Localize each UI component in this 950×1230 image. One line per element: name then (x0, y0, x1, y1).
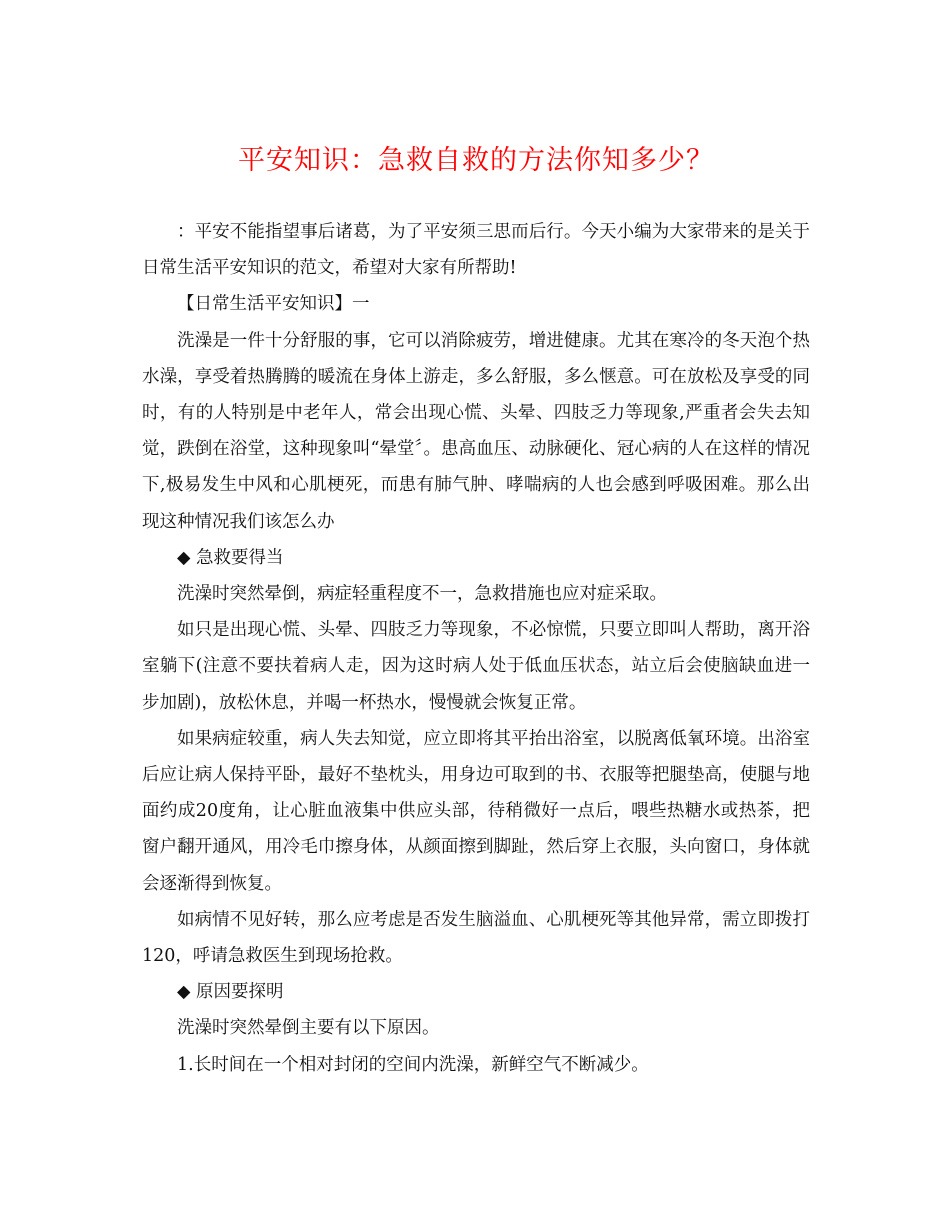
subheading-causes: ◆ 原因要探明 (177, 982, 284, 1003)
intro-paragraph: ：平安不能指望事后诸葛，为了平安须三思而后行。今天小编为大家带来的是关于日常生活平安知识的范文，希望对大家有所帮助! (142, 222, 810, 279)
cause-item-1: 1.长时间在一个相对封闭的空间内洗澡，新鲜空气不断减少。 (177, 1054, 649, 1075)
emergency-call-paragraph: 如病情不见好转，那么应考虑是否发生脑溢血、心肌梗死等其他异常，需立即拨打120，呼请急救医生到现场抢救。 (142, 909, 810, 967)
causes-intro-paragraph: 洗澡时突然晕倒主要有以下原因。 (177, 1018, 440, 1039)
section-heading-daily-safety: 【日常生活平安知识】一 (177, 294, 370, 315)
severe-case-paragraph: 如果病症较重，病人失去知觉，应立即将其平抬出浴室，以脱离低氧环境。出浴室后应让病人保持平卧，最好不垫枕头，用身边可取到的书、衣服等把腿垫高，使腿与地面约成20度角，让心脏血液集中供应头部，待稍微好一点后，喂些热糖水或热茶，把窗户翻开通风，用冷毛巾擦身体，从颜面擦到脚趾，然后穿上衣服，头向窗口，身体就会逐渐得到恢复。 (142, 728, 810, 894)
bathing-paragraph: 洗澡是一件十分舒服的事，它可以消除疲劳，增进健康。尤其在寒冷的冬天泡个热水澡，享受着热腾腾的暖流在身体上游走，多么舒服，多么惬意。可在放松及享受的同时，有的人特别是中老年人，常会出现心慌、头晕、四肢乏力等现象,严重者会失去知觉，跌倒在浴堂，这种现象叫“晕堂〞。患高血压、动脉硬化、冠心病的人在这样的情况下,极易发生中风和心肌梗死，而患有肺气肿、哮喘病的人也会感到呼吸困难。那么出现这种情况我们该怎么办 (142, 330, 810, 532)
document-title: 平安知识：急救自救的方法你知多少？ (238, 145, 714, 176)
subheading-first-aid: ◆ 急救要得当 (177, 547, 284, 568)
document-page (142, 136, 810, 1083)
document-body (142, 214, 810, 1083)
mild-case-paragraph: 如只是出现心慌、头晕、四肢乏力等现象，不必惊慌，只要立即叫人帮助，离开浴室躺下(注意不要扶着病人走，因为这时病人处于低血压状态，站立后会使脑缺血进一步加剧)，放松休息，并喝一杯热水，慢慢就会恢复正常。 (142, 620, 810, 713)
first-aid-intro-paragraph: 洗澡时突然晕倒，病症轻重程度不一，急救措施也应对症采取。 (177, 584, 667, 605)
